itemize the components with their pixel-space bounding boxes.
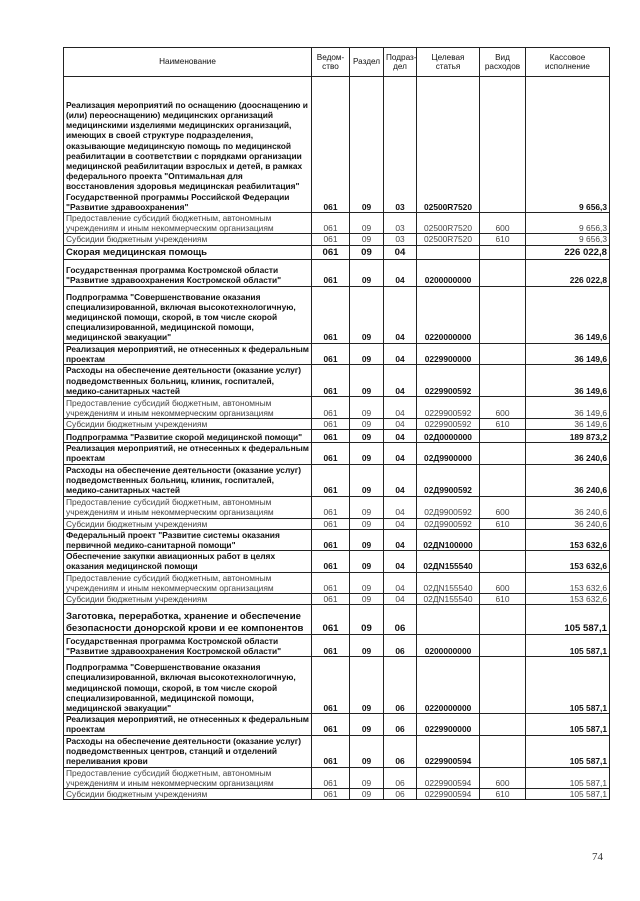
cell-vid (480, 343, 526, 364)
cell-podrazdel: 04 (384, 551, 417, 572)
cell-statya: 02ДN155540 (417, 551, 480, 572)
cell-razdel: 09 (350, 245, 384, 259)
table-row (64, 343, 610, 364)
cell-ispolnenie: 105 587,1 (526, 789, 610, 800)
cell-vid: 610 (480, 419, 526, 430)
cell-ispolnenie: 36 240,6 (526, 464, 610, 496)
cell-statya: 0229900000 (417, 343, 480, 364)
cell-ispolnenie: 9 656,3 (526, 77, 610, 213)
cell-ispolnenie: 153 632,6 (526, 594, 610, 605)
cell-ispolnenie: 36 240,6 (526, 496, 610, 518)
budget-table (63, 47, 610, 800)
table-header-row (64, 48, 610, 77)
cell-razdel: 09 (350, 572, 384, 593)
table-row (64, 77, 610, 213)
cell-ved: 061 (312, 767, 350, 788)
cell-ved: 061 (312, 496, 350, 518)
table-row (64, 735, 610, 767)
cell-razdel: 09 (350, 635, 384, 657)
cell-ved: 061 (312, 551, 350, 572)
cell-ved: 061 (312, 213, 350, 234)
cell-name: Реализация мероприятий, не отнесенных к федеральным проектам (64, 343, 312, 364)
table-row (64, 259, 610, 286)
cell-name: Субсидии бюджетным учреждениям (64, 518, 312, 529)
cell-podrazdel: 04 (384, 419, 417, 430)
table-row (64, 529, 610, 550)
cell-razdel: 09 (350, 551, 384, 572)
table-row (64, 234, 610, 245)
cell-podrazdel: 04 (384, 529, 417, 550)
cell-podrazdel: 04 (384, 496, 417, 518)
cell-ved: 061 (312, 789, 350, 800)
cell-razdel: 09 (350, 213, 384, 234)
cell-ispolnenie: 153 632,6 (526, 572, 610, 593)
cell-ved: 061 (312, 443, 350, 464)
cell-ispolnenie: 36 149,6 (526, 397, 610, 419)
cell-statya: 0229900592 (417, 397, 480, 419)
cell-ispolnenie: 226 022,8 (526, 259, 610, 286)
cell-vid (480, 657, 526, 714)
cell-name: Расходы на обеспечение деятельности (оказание услуг) подведомственных больниц, клиник, госпиталей, медико-санитарных частей (64, 464, 312, 496)
table-row (64, 245, 610, 259)
cell-statya: 02500R7520 (417, 213, 480, 234)
cell-vid (480, 259, 526, 286)
cell-vid (480, 286, 526, 343)
cell-podrazdel: 04 (384, 464, 417, 496)
column-header-statya: Целевая статья (417, 48, 480, 77)
cell-statya: 02Д9900592 (417, 518, 480, 529)
cell-name: Заготовка, переработка, хранение и обеспечение безопасности донорской крови и ее компонентов (64, 605, 312, 635)
cell-vid (480, 635, 526, 657)
cell-vid (480, 605, 526, 635)
cell-statya: 0220000000 (417, 657, 480, 714)
cell-podrazdel: 04 (384, 245, 417, 259)
cell-razdel: 09 (350, 594, 384, 605)
cell-razdel: 09 (350, 419, 384, 430)
cell-ispolnenie: 105 587,1 (526, 735, 610, 767)
table-row (64, 464, 610, 496)
cell-name: Субсидии бюджетным учреждениям (64, 594, 312, 605)
cell-ved: 061 (312, 594, 350, 605)
cell-ved: 061 (312, 259, 350, 286)
cell-ved: 061 (312, 397, 350, 419)
cell-podrazdel: 03 (384, 77, 417, 213)
cell-podrazdel: 06 (384, 657, 417, 714)
cell-ispolnenie: 153 632,6 (526, 529, 610, 550)
table-row (64, 443, 610, 464)
cell-ved: 061 (312, 635, 350, 657)
cell-ved: 061 (312, 529, 350, 550)
cell-razdel: 09 (350, 789, 384, 800)
cell-vid (480, 365, 526, 397)
cell-ispolnenie: 36 149,6 (526, 286, 610, 343)
cell-ispolnenie: 226 022,8 (526, 245, 610, 259)
cell-ispolnenie: 9 656,3 (526, 213, 610, 234)
cell-podrazdel: 04 (384, 594, 417, 605)
cell-vid: 600 (480, 496, 526, 518)
column-header-name: Наименование (64, 48, 312, 77)
cell-ispolnenie: 153 632,6 (526, 551, 610, 572)
cell-name: Расходы на обеспечение деятельности (оказание услуг) подведомственных больниц, клиник, госпиталей, медико-санитарных частей (64, 365, 312, 397)
cell-name: Обеспечение закупки авиационных работ в целях оказания медицинской помощи (64, 551, 312, 572)
cell-podrazdel: 06 (384, 767, 417, 788)
column-header-ved: Ведом-ство (312, 48, 350, 77)
table-row (64, 419, 610, 430)
cell-ved: 061 (312, 714, 350, 735)
cell-name: Скорая медицинская помощь (64, 245, 312, 259)
cell-vid (480, 464, 526, 496)
cell-name: Подпрограмма "Развитие скорой медицинской помощи" (64, 430, 312, 443)
cell-statya: 02Д9900592 (417, 496, 480, 518)
cell-razdel: 09 (350, 259, 384, 286)
cell-razdel: 09 (350, 77, 384, 213)
cell-razdel: 09 (350, 496, 384, 518)
cell-ispolnenie: 9 656,3 (526, 234, 610, 245)
table-row (64, 365, 610, 397)
cell-podrazdel: 04 (384, 343, 417, 364)
cell-podrazdel: 04 (384, 443, 417, 464)
table-row (64, 430, 610, 443)
cell-statya (417, 605, 480, 635)
column-header-ispolnenie: Кассовое исполнение (526, 48, 610, 77)
cell-ved: 061 (312, 286, 350, 343)
table-row (64, 518, 610, 529)
table-row (64, 551, 610, 572)
cell-statya: 0229900000 (417, 714, 480, 735)
cell-vid (480, 529, 526, 550)
cell-name: Предоставление субсидий бюджетным, автономным учреждениям и иным некоммерческим организациям (64, 213, 312, 234)
cell-statya: 02ДN155540 (417, 572, 480, 593)
cell-ved: 061 (312, 518, 350, 529)
cell-vid (480, 735, 526, 767)
cell-podrazdel: 04 (384, 572, 417, 593)
cell-name: Предоставление субсидий бюджетным, автономным учреждениям и иным некоммерческим организациям (64, 397, 312, 419)
cell-name: Предоставление субсидий бюджетным, автономным учреждениям и иным некоммерческим организациям (64, 572, 312, 593)
table-row (64, 605, 610, 635)
cell-statya: 02Д9900592 (417, 464, 480, 496)
cell-vid: 610 (480, 518, 526, 529)
table-row (64, 635, 610, 657)
cell-ved: 061 (312, 464, 350, 496)
cell-name: Расходы на обеспечение деятельности (оказание услуг) подведомственных центров, станций и отделений переливания крови (64, 735, 312, 767)
cell-name: Предоставление субсидий бюджетным, автономным учреждениям и иным некоммерческим организациям (64, 496, 312, 518)
cell-statya: 0229900592 (417, 365, 480, 397)
cell-statya: 02500R7520 (417, 234, 480, 245)
cell-ispolnenie: 36 149,6 (526, 343, 610, 364)
cell-ved: 061 (312, 572, 350, 593)
cell-ispolnenie: 105 587,1 (526, 605, 610, 635)
table-row (64, 572, 610, 593)
cell-razdel: 09 (350, 767, 384, 788)
cell-name: Реализация мероприятий по оснащению (дооснащению и (или) переоснащению) медицинских организаций медицинскими изделиями медицинских организаций, имеющих в своей структуре подразделения, оказывающие медицинскую помощь по медицинской реабилитации в соответствии с порядками организации медицинской реабилитации взрослых и детей, в рамках федерального проекта "Оптимальная для восстановления здоровья медицинская реабилитация" Государственной программы Российской Федерации "Развитие здравоохранения" (64, 77, 312, 213)
cell-ved: 061 (312, 343, 350, 364)
cell-razdel: 09 (350, 657, 384, 714)
cell-ved: 061 (312, 365, 350, 397)
cell-ispolnenie: 105 587,1 (526, 767, 610, 788)
cell-ved: 061 (312, 657, 350, 714)
cell-name: Субсидии бюджетным учреждениям (64, 419, 312, 430)
cell-name: Федеральный проект "Развитие системы оказания первичной медико-санитарной помощи" (64, 529, 312, 550)
cell-podrazdel: 04 (384, 430, 417, 443)
table-row (64, 657, 610, 714)
cell-razdel: 09 (350, 518, 384, 529)
cell-ved: 061 (312, 234, 350, 245)
cell-podrazdel: 06 (384, 714, 417, 735)
cell-ispolnenie: 36 149,6 (526, 365, 610, 397)
cell-vid (480, 430, 526, 443)
cell-name: Реализация мероприятий, не отнесенных к федеральным проектам (64, 714, 312, 735)
cell-ved: 061 (312, 735, 350, 767)
cell-statya: 02Д0000000 (417, 430, 480, 443)
cell-statya: 02500R7520 (417, 77, 480, 213)
cell-razdel: 09 (350, 464, 384, 496)
cell-statya: 0229900594 (417, 735, 480, 767)
cell-podrazdel: 04 (384, 286, 417, 343)
cell-statya: 0220000000 (417, 286, 480, 343)
cell-podrazdel: 04 (384, 518, 417, 529)
cell-vid (480, 245, 526, 259)
cell-ispolnenie: 105 587,1 (526, 657, 610, 714)
cell-ispolnenie: 105 587,1 (526, 635, 610, 657)
cell-podrazdel: 03 (384, 213, 417, 234)
cell-vid: 610 (480, 594, 526, 605)
cell-vid: 600 (480, 213, 526, 234)
cell-razdel: 09 (350, 605, 384, 635)
cell-ispolnenie: 189 873,2 (526, 430, 610, 443)
cell-podrazdel: 06 (384, 735, 417, 767)
table-row (64, 714, 610, 735)
cell-vid: 610 (480, 234, 526, 245)
cell-ved: 061 (312, 419, 350, 430)
cell-name: Субсидии бюджетным учреждениям (64, 234, 312, 245)
cell-name: Субсидии бюджетным учреждениям (64, 789, 312, 800)
column-header-podrazdel: Подраз-дел (384, 48, 417, 77)
cell-statya: 0200000000 (417, 259, 480, 286)
cell-podrazdel: 06 (384, 635, 417, 657)
cell-vid (480, 714, 526, 735)
cell-vid (480, 77, 526, 213)
cell-razdel: 09 (350, 397, 384, 419)
cell-razdel: 09 (350, 714, 384, 735)
cell-name: Государственная программа Костромской области "Развитие здравоохранения Костромской области" (64, 635, 312, 657)
table-row (64, 767, 610, 788)
cell-ved: 061 (312, 430, 350, 443)
column-header-vid: Вид расходов (480, 48, 526, 77)
cell-statya: 02ДN155540 (417, 594, 480, 605)
cell-razdel: 09 (350, 529, 384, 550)
cell-ispolnenie: 105 587,1 (526, 714, 610, 735)
cell-name: Реализация мероприятий, не отнесенных к федеральным проектам (64, 443, 312, 464)
cell-razdel: 09 (350, 430, 384, 443)
cell-name: Государственная программа Костромской области "Развитие здравоохранения Костромской области" (64, 259, 312, 286)
cell-ved: 061 (312, 77, 350, 213)
cell-name: Предоставление субсидий бюджетным, автономным учреждениям и иным некоммерческим организациям (64, 767, 312, 788)
table-row (64, 594, 610, 605)
cell-razdel: 09 (350, 735, 384, 767)
cell-podrazdel: 06 (384, 605, 417, 635)
cell-ispolnenie: 36 240,6 (526, 443, 610, 464)
cell-podrazdel: 04 (384, 259, 417, 286)
cell-podrazdel: 03 (384, 234, 417, 245)
cell-statya: 0229900592 (417, 419, 480, 430)
cell-statya: 0229900594 (417, 789, 480, 800)
cell-razdel: 09 (350, 365, 384, 397)
table-row (64, 213, 610, 234)
cell-statya: 02Д9900000 (417, 443, 480, 464)
cell-vid: 600 (480, 767, 526, 788)
cell-podrazdel: 06 (384, 789, 417, 800)
table-row (64, 397, 610, 419)
column-header-razdel: Раздел (350, 48, 384, 77)
cell-statya (417, 245, 480, 259)
cell-razdel: 09 (350, 286, 384, 343)
cell-statya: 0200000000 (417, 635, 480, 657)
cell-vid: 610 (480, 789, 526, 800)
cell-razdel: 09 (350, 343, 384, 364)
cell-statya: 0229900594 (417, 767, 480, 788)
cell-statya: 02ДN100000 (417, 529, 480, 550)
cell-name: Подпрограмма "Совершенствование оказания специализированной, включая высокотехнологичную, медицинской помощи, скорой, в том числе скорой специализированной, медицинской помощи, медицинской эвакуации" (64, 657, 312, 714)
cell-vid: 600 (480, 572, 526, 593)
cell-razdel: 09 (350, 234, 384, 245)
cell-ispolnenie: 36 240,6 (526, 518, 610, 529)
cell-ved: 061 (312, 605, 350, 635)
cell-podrazdel: 04 (384, 397, 417, 419)
page-number: 74 (592, 851, 603, 863)
table-row (64, 286, 610, 343)
table-row (64, 789, 610, 800)
cell-vid (480, 443, 526, 464)
cell-razdel: 09 (350, 443, 384, 464)
cell-ved: 061 (312, 245, 350, 259)
cell-vid: 600 (480, 397, 526, 419)
cell-podrazdel: 04 (384, 365, 417, 397)
cell-name: Подпрограмма "Совершенствование оказания специализированной, включая высокотехнологичную, медицинской помощи, скорой, в том числе скорой специализированной, медицинской помощи, медицинской эвакуации" (64, 286, 312, 343)
table-row (64, 496, 610, 518)
cell-ispolnenie: 36 149,6 (526, 419, 610, 430)
cell-vid (480, 551, 526, 572)
